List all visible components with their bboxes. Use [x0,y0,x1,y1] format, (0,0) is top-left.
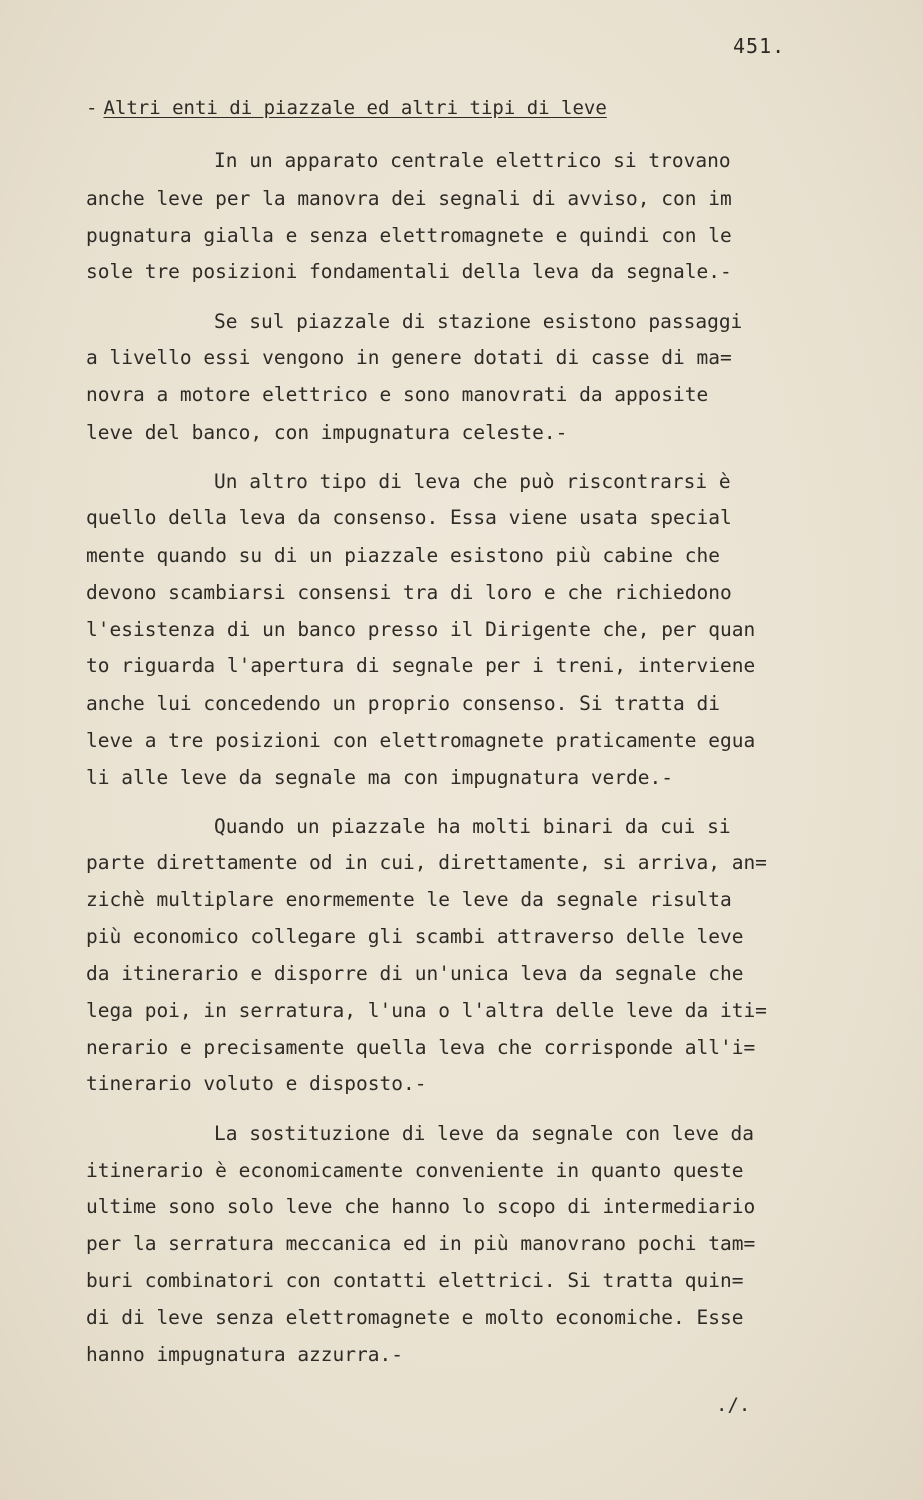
text-line: devono scambiarsi consensi tra di loro e che richiedono [86,581,732,604]
text-line: nerario e precisamente quella leva che corrisponde all'i= [86,1036,756,1059]
continuation-mark: ./. [716,1394,751,1416]
text-line: hanno impugnatura azzurra.- [86,1343,403,1366]
text-line: l'esistenza di un banco presso il Dirigente che, per quan [86,618,756,641]
text-line: Se sul piazzale di stazione esistono passaggi [214,310,743,333]
text-line: leve del banco, con impugnatura celeste.- [86,421,568,444]
text-line: anche leve per la manovra dei segnali di avviso, con im [86,187,732,210]
text-line: lega poi, in serratura, l'una o l'altra delle leve da iti= [86,999,767,1022]
text-line: leve a tre posizioni con elettromagnete praticamente egua [86,729,756,752]
text-line: itinerario è economicamente conveniente in quanto queste [86,1159,744,1182]
heading-title: Altri enti di piazzale ed altri tipi di leve [103,97,607,119]
text-line: sole tre posizioni fondamentali della leva da segnale.- [86,260,732,283]
text-line: buri combinatori con contatti elettrici. Si tratta quin= [86,1269,744,1292]
text-line: In un apparato centrale elettrico si trovano [214,149,731,172]
text-line: novra a motore elettrico e sono manovrati da apposite [86,383,709,406]
text-line: La sostituzione di leve da segnale con leve da [214,1122,755,1145]
page-number: 451. [733,34,786,58]
heading-dash: - [86,97,98,119]
text-line: li alle leve da segnale ma con impugnatura verde.- [86,766,673,789]
text-line: da itinerario e disporre di un'unica leva da segnale che [86,962,744,985]
text-line: parte direttamente od in cui, direttamente, si arriva, an= [86,851,767,874]
text-line: Quando un piazzale ha molti binari da cui si [214,815,731,838]
section-heading [86,97,607,119]
text-line: anche lui concedendo un proprio consenso. Si tratta di [86,692,720,715]
text-line: tinerario voluto e disposto.- [86,1072,427,1095]
text-line: mente quando su di un piazzale esistono più cabine che [86,544,720,567]
text-line: zichè multiplare enormemente le leve da segnale risulta [86,888,732,911]
text-line: to riguarda l'apertura di segnale per i treni, interviene [86,654,756,677]
text-line: pugnatura gialla e senza elettromagnete e quindi con le [86,224,732,247]
text-line: Un altro tipo di leva che può riscontrarsi è [214,470,731,493]
text-line: per la serratura meccanica ed in più manovrano pochi tam= [86,1232,756,1255]
text-line: a livello essi vengono in genere dotati di casse di ma= [86,346,732,369]
text-line: più economico collegare gli scambi attraverso delle leve [86,925,744,948]
text-line: di di leve senza elettromagnete e molto economiche. Esse [86,1306,744,1329]
text-line: ultime sono solo leve che hanno lo scopo di intermediario [86,1195,756,1218]
text-line: quello della leva da consenso. Essa viene usata special [86,506,732,529]
